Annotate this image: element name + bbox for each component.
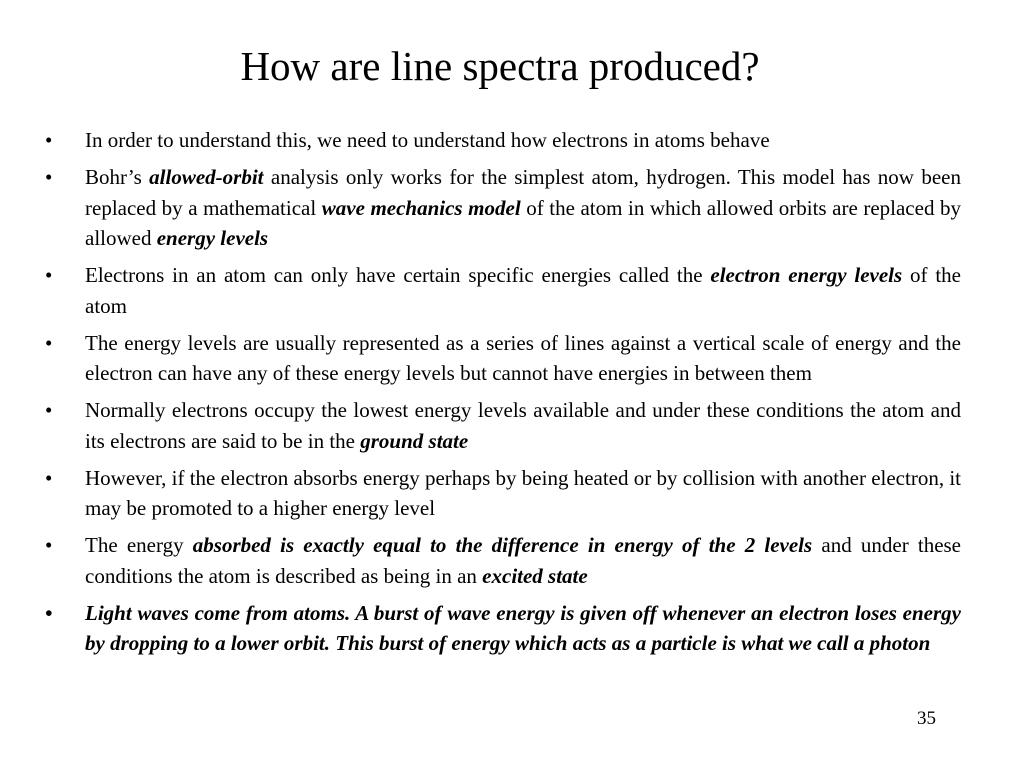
bullet-text: The energy levels are usually represented as a series of lines against a vertical scale of energy and the electron can have any of these energy levels but cannot have energies in between them: [85, 330, 961, 385]
bullet-text: Light waves come from atoms. A burst of wave energy is given off whenever an electron loses energy by dropping to a lower orbit. This burst of energy which acts as a particle is what we call a photon: [85, 600, 961, 655]
bullet-list: [45, 125, 961, 665]
bullet-item: [45, 125, 961, 156]
bullet-marker: •: [45, 128, 53, 152]
bullet-marker: •: [45, 398, 53, 422]
bullet-text: and under these conditions the atom is described as being in an: [85, 533, 962, 588]
bullet-marker: •: [45, 263, 53, 287]
page-number: 35: [917, 708, 936, 729]
slide-title: How are line spectra produced?: [240, 43, 760, 89]
emphasized-term: energy levels: [156, 226, 269, 250]
emphasized-term: ground state: [360, 428, 469, 453]
bullet-text: Bohr’s: [85, 165, 150, 189]
bullet-item: [45, 598, 961, 659]
bullet-text: In order to understand this, we need to understand how electrons in atoms behave: [85, 128, 770, 152]
bullet-text: The energy: [85, 533, 193, 557]
bullet-text: Normally electrons occupy the lowest energy levels available and under these conditions the atom and its electrons are said to be in the: [85, 398, 961, 453]
bullet-text: However, if the electron absorbs energy perhaps by being heated or by collision with another electron, it may be promoted to a higher energy level: [85, 465, 961, 520]
emphasized-term: electron energy levels: [710, 263, 903, 287]
bullet-marker: •: [45, 533, 53, 557]
emphasized-term: absorbed is exactly equal to the difference in energy of the 2 levels: [192, 533, 813, 557]
emphasized-term: wave mechanics model: [321, 195, 521, 220]
emphasized-term: excited state: [482, 563, 588, 588]
bullet-item: [45, 328, 961, 389]
emphasized-term: allowed-orbit: [149, 165, 264, 189]
bullet-text: of the atom in which allowed orbits are replaced by allowed: [85, 195, 961, 250]
bullet-text: of the atom: [85, 263, 961, 318]
bullet-marker: •: [45, 465, 53, 490]
bullet-marker: •: [45, 330, 53, 355]
bullet-marker: •: [45, 600, 53, 625]
bullet-marker: •: [45, 165, 53, 189]
bullet-item: [45, 463, 961, 524]
bullet-item: [45, 162, 961, 254]
bullet-item: [45, 260, 961, 321]
bullet-item: [45, 395, 961, 456]
bullet-text: Electrons in an atom can only have certain specific energies called the: [85, 263, 711, 287]
bullet-item: [45, 530, 961, 591]
bullet-text: analysis only works for the simplest atom, hydrogen. This model has now been replaced by a mathematical: [85, 165, 961, 220]
